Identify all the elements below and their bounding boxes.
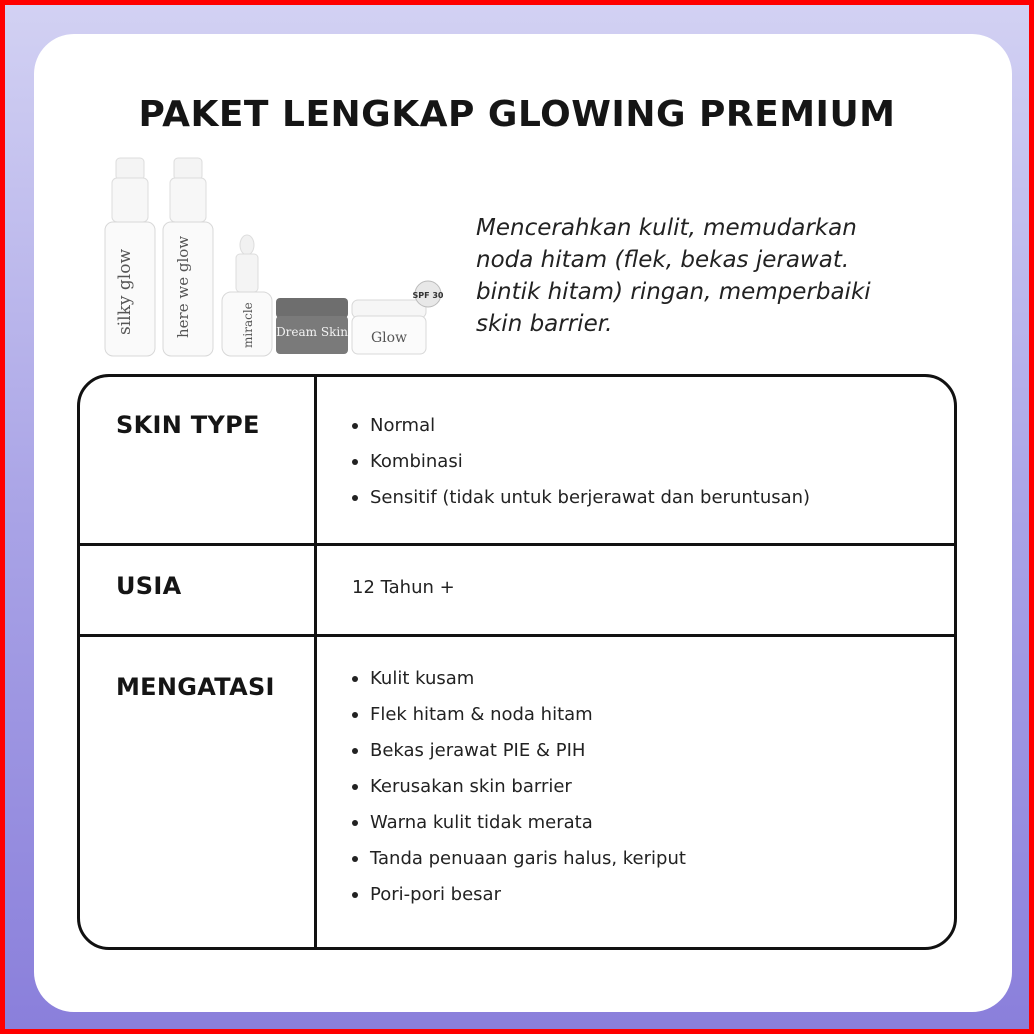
list-item-text: Sensitif (tidak untuk berjerawat dan beruntusan) bbox=[370, 487, 811, 508]
list-item-text: Pori-pori besar bbox=[370, 884, 501, 905]
list-item-text: Warna kulit tidak merata bbox=[370, 812, 593, 833]
product-label-silky-glow: silky glow bbox=[115, 248, 135, 335]
spf-badge: SPF 30 bbox=[412, 291, 444, 300]
list-item bbox=[352, 775, 686, 811]
product-glow bbox=[352, 281, 444, 354]
product-label-miracle: miracle bbox=[241, 302, 255, 348]
list-item-text: Kulit kusam bbox=[370, 668, 475, 689]
skin-type-list bbox=[352, 414, 810, 522]
row-divider bbox=[80, 634, 954, 637]
mengatasi-list bbox=[352, 667, 686, 919]
description-line: skin barrier. bbox=[476, 311, 613, 337]
list-item bbox=[352, 739, 686, 775]
usia-value: 12 Tahun + bbox=[352, 577, 455, 598]
list-item-text: Kerusakan skin barrier bbox=[370, 776, 572, 797]
product-description bbox=[476, 212, 946, 340]
bullet bbox=[352, 459, 358, 465]
row-divider bbox=[80, 543, 954, 546]
bullet bbox=[352, 820, 358, 826]
list-item bbox=[352, 883, 686, 919]
list-item bbox=[352, 811, 686, 847]
bullet bbox=[352, 423, 358, 429]
product-here-we-glow bbox=[163, 158, 213, 356]
list-item-text: Kombinasi bbox=[370, 451, 463, 472]
skin-type-label: SKIN TYPE bbox=[116, 411, 260, 439]
list-item bbox=[352, 486, 810, 522]
product-miracle bbox=[222, 235, 272, 356]
usia-label: USIA bbox=[116, 572, 182, 600]
list-item-text: Tanda penuaan garis halus, keriput bbox=[370, 848, 686, 869]
description-line: noda hitam (flek, bekas jerawat. bbox=[476, 247, 850, 273]
page-title: PAKET LENGKAP GLOWING PREMIUM bbox=[138, 94, 896, 135]
info-table bbox=[77, 374, 957, 950]
description-line: bintik hitam) ringan, memperbaiki bbox=[476, 279, 871, 305]
bullet bbox=[352, 712, 358, 718]
bullet bbox=[352, 856, 358, 862]
mengatasi-label: MENGATASI bbox=[116, 673, 275, 701]
bullet bbox=[352, 676, 358, 682]
list-item-text: Flek hitam & noda hitam bbox=[370, 704, 593, 725]
list-item bbox=[352, 667, 686, 703]
product-dream-skin bbox=[276, 298, 348, 354]
product-label-glow: Glow bbox=[370, 330, 408, 346]
product-silky-glow bbox=[105, 158, 155, 356]
description-line: Mencerahkan kulit, memudarkan bbox=[476, 215, 857, 241]
product-image bbox=[100, 150, 445, 360]
bullet bbox=[352, 495, 358, 501]
list-item bbox=[352, 703, 686, 739]
list-item-text: Bekas jerawat PIE & PIH bbox=[370, 740, 586, 761]
bullet bbox=[352, 748, 358, 754]
list-item bbox=[352, 847, 686, 883]
bullet bbox=[352, 892, 358, 898]
product-label-dream-skin: Dream Skin bbox=[276, 325, 348, 339]
product-label-here-we-glow: here we glow bbox=[174, 235, 192, 338]
list-item-text: Normal bbox=[370, 415, 436, 436]
bullet bbox=[352, 784, 358, 790]
list-item bbox=[352, 414, 810, 450]
column-divider bbox=[314, 377, 317, 947]
list-item bbox=[352, 450, 810, 486]
